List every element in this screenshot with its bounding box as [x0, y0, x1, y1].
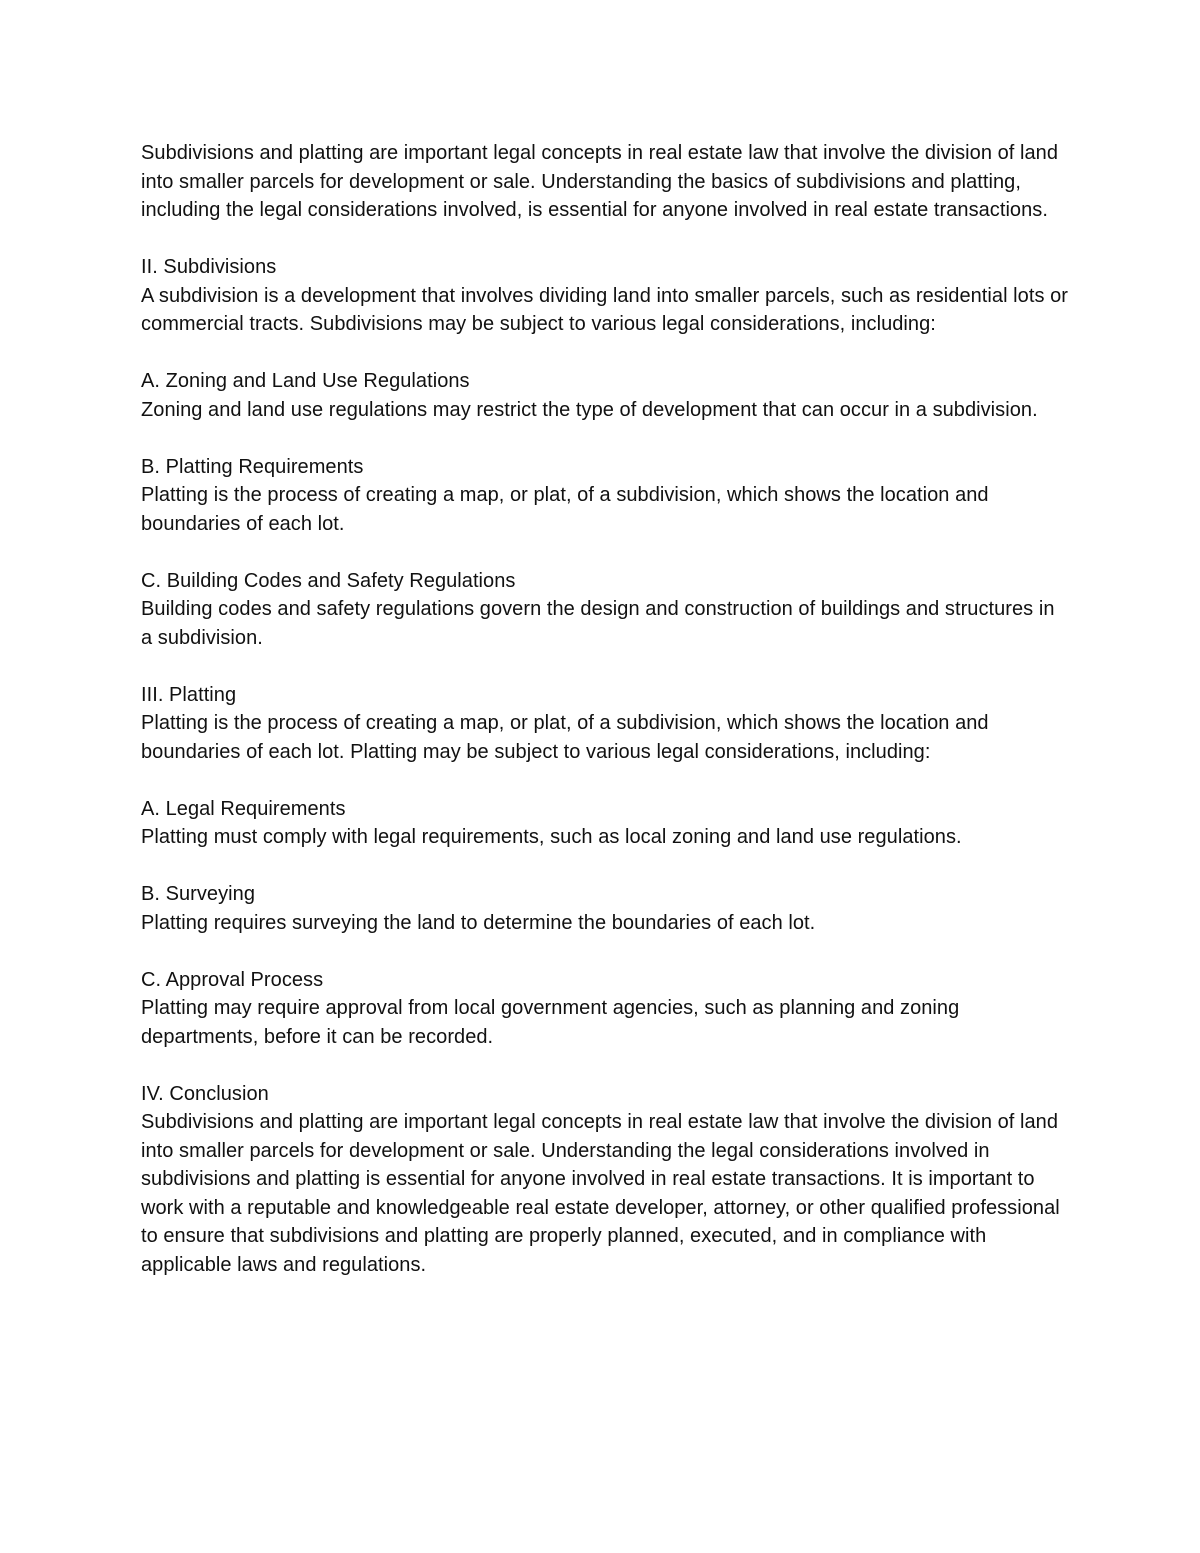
- subsection-paragraph: Platting may require approval from local government agencies, such as planning and zoning departments, before it can be recorded.: [141, 997, 960, 1048]
- section-heading: III. Platting: [141, 683, 237, 706]
- subsection-paragraph: Platting is the process of creating a map, or plat, of a subdivision, which shows the location and boundaries of each lot.: [141, 484, 989, 535]
- section-conclusion: [141, 1080, 1071, 1280]
- subsection-paragraph: Zoning and land use regulations may restrict the type of development that can occur in a subdivision.: [141, 398, 1038, 421]
- section-paragraph: A subdivision is a development that involves dividing land into smaller parcels, such as residential lots or commercial tracts. Subdivisions may be subject to various legal considerations, including:: [141, 284, 1068, 335]
- subsection-surveying: [141, 880, 1071, 937]
- subsection-paragraph: Building codes and safety regulations govern the design and construction of buildings and structures in a subdivision.: [141, 598, 1055, 649]
- section-heading: II. Subdivisions: [141, 256, 277, 278]
- subsection-heading: A. Legal Requirements: [141, 797, 346, 820]
- subsection-paragraph: Platting must comply with legal requirements, such as local zoning and land use regulations.: [141, 826, 962, 848]
- section-paragraph: Subdivisions and platting are important legal concepts in real estate law that involve the division of land into smaller parcels for development or sale. Understanding the legal considerations involved in subdivisions and platting is essential for anyone involved in real estate transactions. It is important to work with a reputable and knowledgeable real estate developer, attorney, or other qualified professional to ensure that subdivisions and platting are properly planned, executed, and in compliance with applicable laws and regulations.: [141, 1111, 1060, 1276]
- subsection-heading: B. Surveying: [141, 883, 255, 905]
- subsection-heading: B. Platting Requirements: [141, 455, 364, 478]
- subsection-heading: A. Zoning and Land Use Regulations: [141, 370, 470, 392]
- subsection-heading: C. Approval Process: [141, 968, 324, 991]
- section-subdivisions: [141, 253, 1071, 652]
- intro-paragraph: Subdivisions and platting are important legal concepts in real estate law that involve the division of land into smaller parcels for development or sale. Understanding the basics of subdivisions and platting, including the legal considerations involved, is essential for anyone involved in real estate transactions.: [141, 142, 1058, 221]
- subsection-building-codes: [141, 567, 1071, 653]
- subsection-heading: C. Building Codes and Safety Regulations: [141, 569, 516, 592]
- subsection-paragraph: Platting requires surveying the land to determine the boundaries of each lot.: [141, 911, 816, 934]
- subsection-platting-requirements: [141, 453, 1071, 539]
- section-paragraph: Platting is the process of creating a map, or plat, of a subdivision, which shows the location and boundaries of each lot. Platting may be subject to various legal considerations, including:: [141, 712, 989, 763]
- subsection-approval-process: [141, 966, 1071, 1052]
- section-platting: [141, 681, 1071, 1052]
- section-heading: IV. Conclusion: [141, 1082, 269, 1105]
- document-body: [141, 139, 1071, 1308]
- subsection-zoning: [141, 367, 1071, 424]
- subsection-legal-requirements: [141, 795, 1071, 852]
